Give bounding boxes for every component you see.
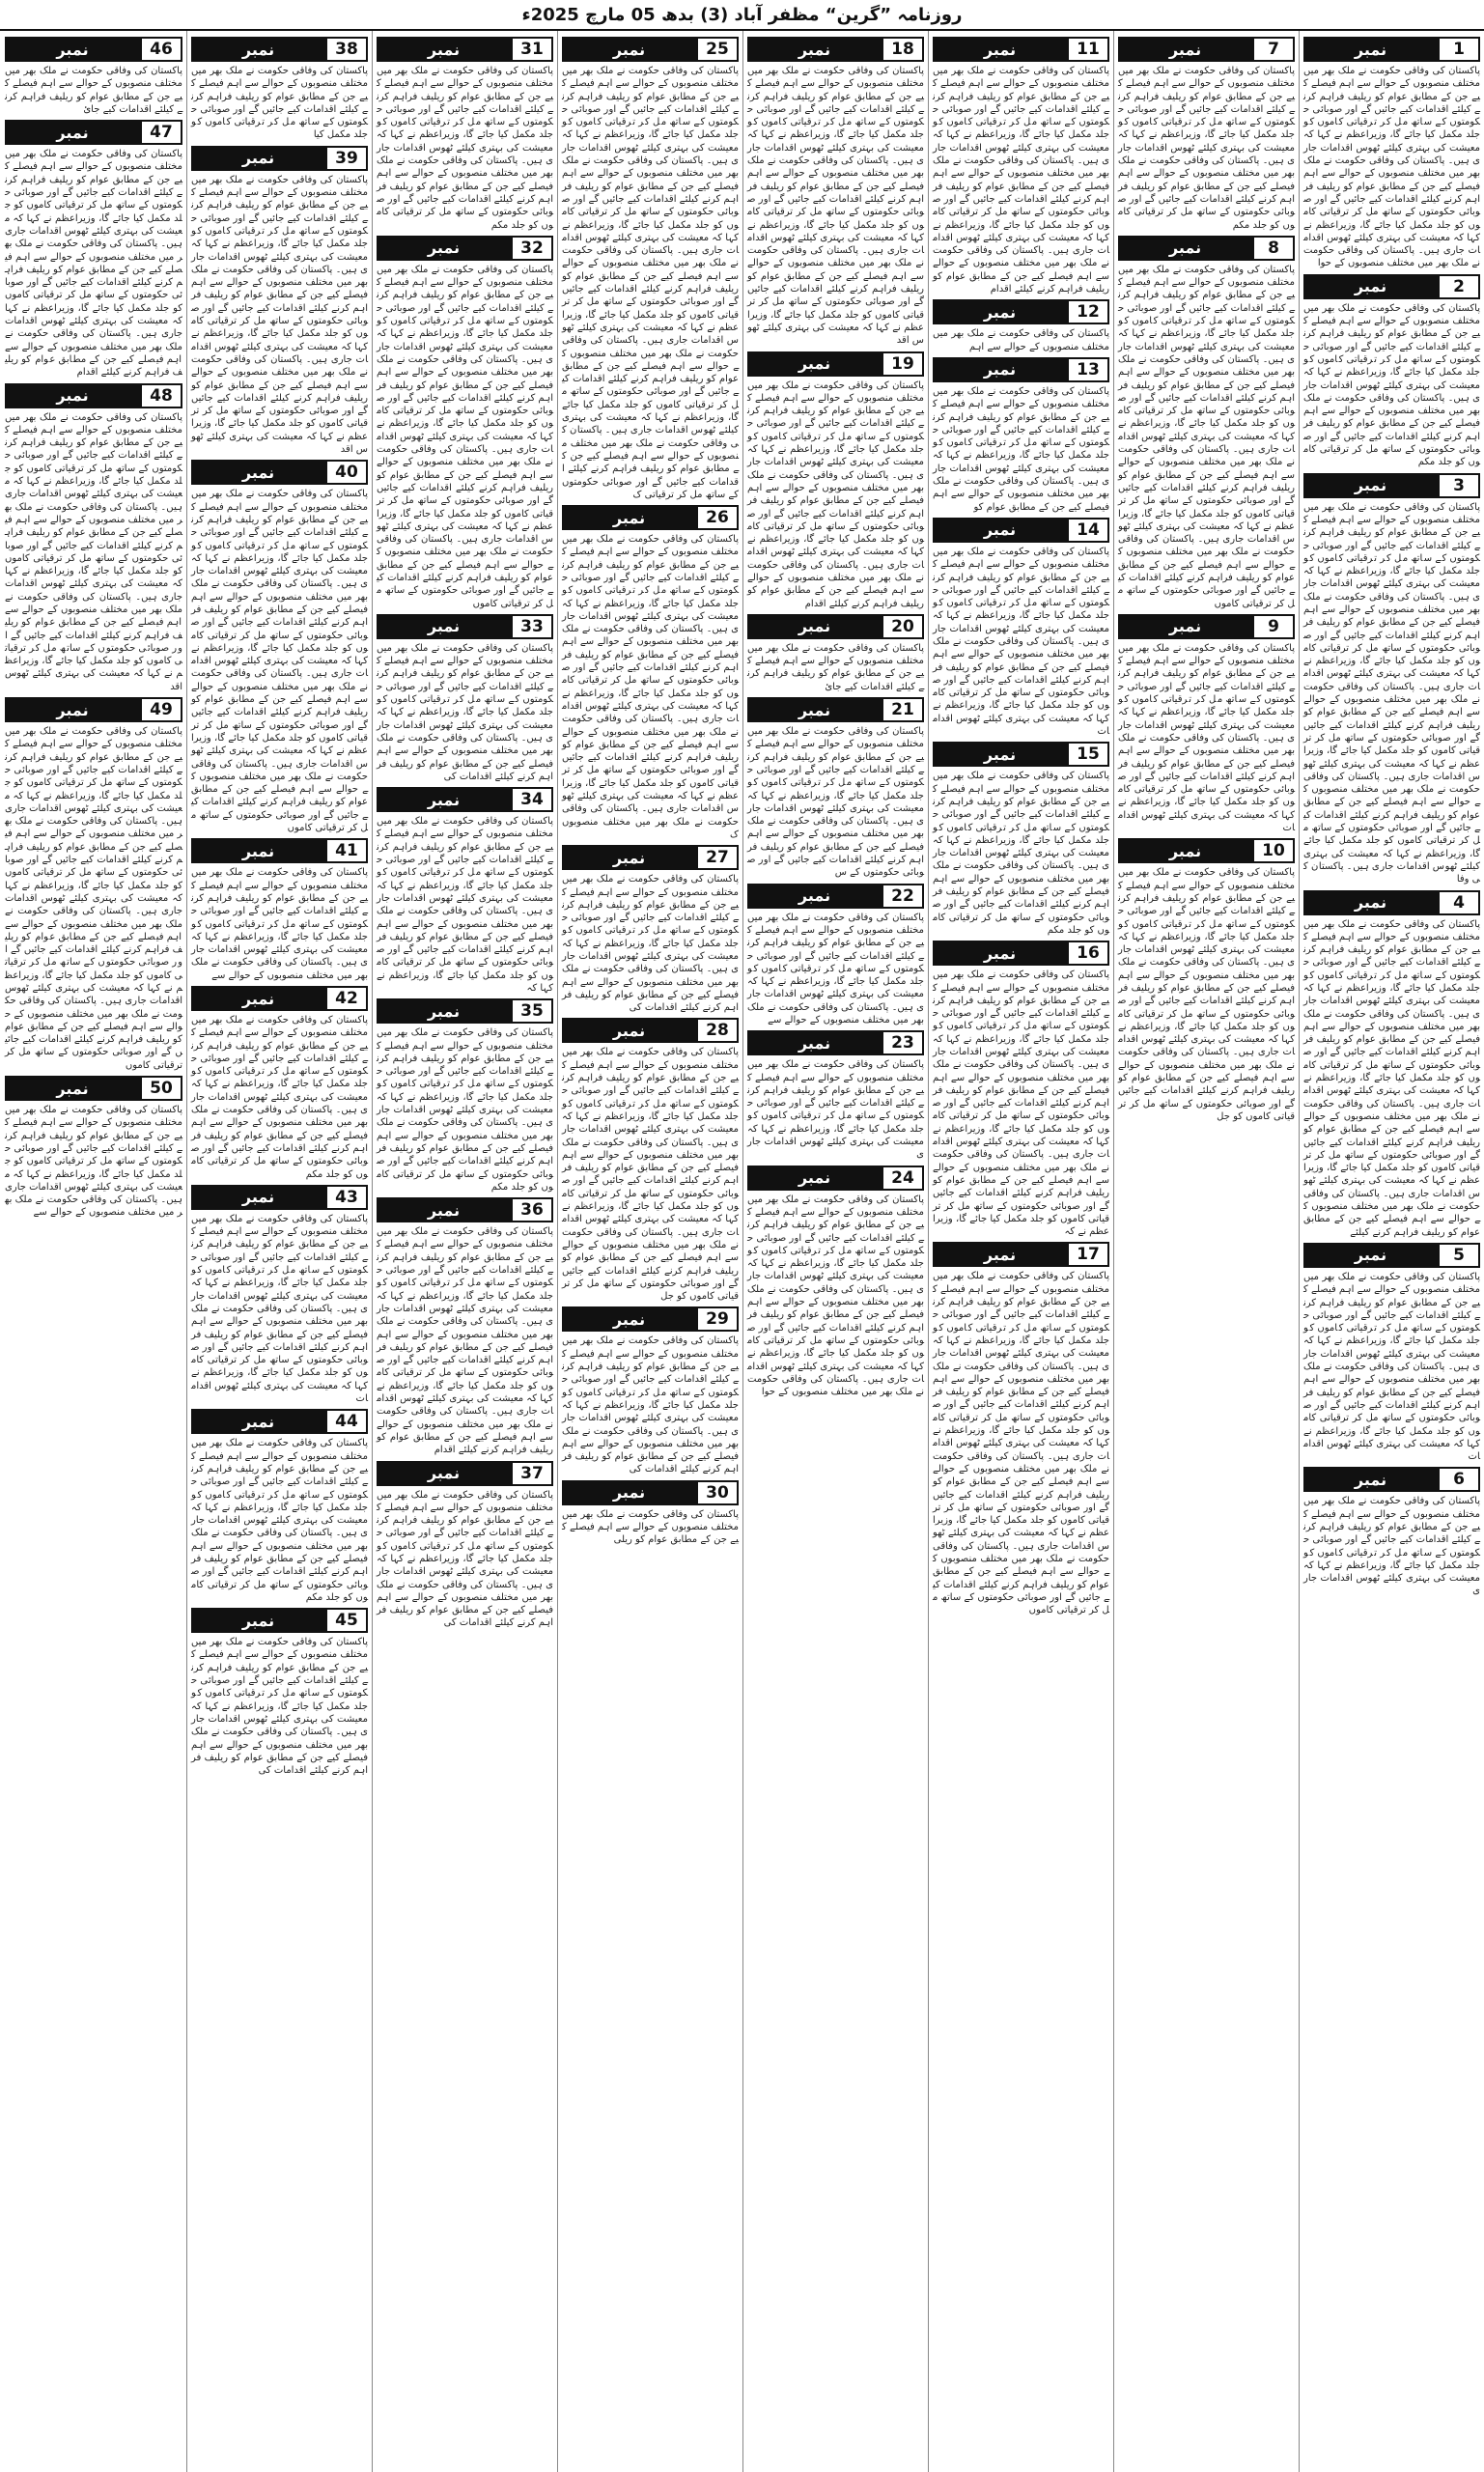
column-5 — [557, 31, 742, 2472]
notice-label: نمبر — [191, 460, 325, 485]
notice-2 — [1303, 274, 1480, 469]
notice-number: 29 — [696, 1306, 739, 1332]
notice-header — [1303, 1467, 1480, 1492]
notice-number: 4 — [1438, 890, 1480, 915]
notice-number: 45 — [325, 1608, 368, 1633]
notice-body: پاکستان کی وفاقی حکومت نے ملک بھر میں مختلف منصوبوں کے حوالے سے اہم فیصلے کیے جن کے مطابق عوام کو ریلیف فراہم کرنے کیلئے اقدامات کیے جائیں گے اور صوبائی حکومتوں کے ساتھ مل کر ترقیاتی کاموں کو جلد مکمل کیا جائے گا، وزیراعظم نے کہا کہ معیشت کی بہتری کیلئے ٹھوس اقدامات جاری ہیں۔ پاکستان کی وفاقی حکومت نے ملک بھر میں مختلف منصوبوں کے حوالے سے اہم فیصلے کیے جن کے مطابق عوام کو ریلیف فراہم کرنے کیلئے اقدامات کیے جائیں گے اور صوبائی حکومتوں کے س — [747, 726, 924, 879]
notice-label: نمبر — [933, 742, 1067, 767]
notice-header — [1303, 37, 1480, 62]
notice-body: پاکستان کی وفاقی حکومت نے ملک بھر میں مختلف منصوبوں کے حوالے سے اہم فیصلے کیے جن کے مطابق عوام کو ریلیف فراہم کرنے کیلئے اقدامات کیے جائیں گے اور صوبائی حکومتوں کے ساتھ مل کر ترقیاتی کاموں کو جلد مکمل کیا جائے گا، وزیراعظم نے کہا کہ معیشت کی بہتری کیلئے ٹھوس اقدامات جاری ہیں۔ پاکستان کی وفاقی حکومت نے ملک بھر میں مختلف منصوبوں کے حوالے سے اہم فیصلے کیے جن کے مطابق عوام کو ریلیف فراہم کرنے کیلئے اقدامات کیے جائیں گے اور صوبائی حکومتوں کے ساتھ مل کر ترقیاتی کاموں کو جلد مکمل کیا جائے گا، وزیراعظم نے کہا کہ — [377, 816, 553, 994]
notice-header — [191, 838, 368, 863]
notice-body: پاکستان کی وفاقی حکومت نے ملک بھر میں مختلف منصوبوں کے حوالے سے اہم فیصلے کیے جن کے مطابق عوام کو ریلیف فراہم کرنے کیلئے اقدامات کیے جائیں گے اور صوبائی حکومتوں کے ساتھ مل کر ترقیاتی کاموں کو جلد مکمل کیا جائے گا، وزیراعظم نے کہا کہ معیشت کی بہتری کیلئے ٹھوس اقدامات جاری ہیں۔ پاکستان کی وفاقی حکومت نے ملک بھر میں مختلف منصوبوں کے حوالے سے اہم فیصلے کیے جن کے مطابق عوام کو ریلیف فراہم کرنے کیلئے اقدامات کیے جائیں گے اور صوبائی حکومتوں کے ساتھ مل کر ترقیاتی کاموں کو جلد مکمل کیا جائے گا، وزیراعظم نے کہا کہ معیشت کی بہتری کیلئے ٹھوس اقدامات جاری ہیں۔ پاکستان کی وفاقی حکومت نے ملک بھر میں مختلف منصوبوں کے حوالے سے اہم فیصلے کیے جن کے مطابق عوام کو ریلیف فراہم کرنے کیلئے اقدامات کیے جائیں گے اور صوبائی حکومتوں کے ساتھ مل کر ترقیاتی کاموں کو جلد مکمل کیا جائے گا، وزیراعظم نے کہا کہ معیشت کی بہتری کیلئے ٹھوس اقد — [5, 411, 182, 692]
notice-number: 49 — [140, 697, 182, 722]
notice-number: 6 — [1438, 1467, 1480, 1492]
notice-16 — [933, 941, 1109, 1238]
notice-header — [5, 1076, 182, 1101]
notice-25 — [562, 37, 739, 501]
notice-header — [562, 845, 739, 870]
column-4 — [742, 31, 928, 2472]
notice-label: نمبر — [1118, 614, 1252, 639]
notice-45 — [191, 1608, 368, 1777]
notice-label: نمبر — [562, 1306, 696, 1332]
notice-label: نمبر — [191, 838, 325, 863]
notice-label: نمبر — [747, 614, 882, 639]
notice-49 — [5, 697, 182, 1072]
notice-label: نمبر — [1303, 274, 1438, 299]
notice-label: نمبر — [562, 505, 696, 530]
notice-number: 19 — [882, 351, 924, 377]
notice-header — [1118, 838, 1295, 863]
notice-number: 21 — [882, 697, 924, 722]
notice-label: نمبر — [191, 37, 325, 62]
notice-14 — [933, 518, 1109, 738]
notice-label: نمبر — [5, 697, 140, 722]
notice-number: 18 — [882, 37, 924, 62]
notice-label: نمبر — [747, 697, 882, 722]
notice-header — [5, 37, 182, 62]
notice-number: 17 — [1067, 1242, 1109, 1267]
notice-header — [1118, 236, 1295, 261]
notice-header — [933, 37, 1109, 62]
notice-label: نمبر — [747, 351, 882, 377]
notice-body: پاکستان کی وفاقی حکومت نے ملک بھر میں مختلف منصوبوں کے حوالے سے اہم فیصلے کیے جن کے مطابق عوام کو ریلیف فراہم کرنے کیلئے اقدامات کیے جائیں گے اور صوبائی حکومتوں کے ساتھ مل کر ترقیاتی کاموں کو جلد مکمل کیا جائے گا، وزیراعظم نے کہا کہ معیشت کی بہتری کیلئے ٹھوس اقدامات جاری ہیں۔ پاکستان کی وفاقی حکومت نے ملک بھر میں مختلف منصوبوں کے حوالے سے اہم فیصلے کیے جن کے مطابق عوام کو ریلیف فراہم کرنے کیلئے اقدامات کیے جائیں گے اور صوبائی حکومتوں کے ساتھ مل کر ترقیاتی کاموں کو جلد مکمل کیا جائے گا، وزیراعظم نے کہا کہ معیشت کی بہتری کیلئے ٹھوس اقدامات جاری ہیں۔ پاکستان کی وفاقی حکومت نے ملک بھر میں مختلف منصوبوں کے حوالے سے اہم فیصلے کیے جن کے مطابق عوام کو ریلیف فراہم کرنے کیلئے اقدامات کیے جائیں گے اور صوبائی حکومتوں کے ساتھ مل کر ترقیاتی کاموں کو جلد مکمل کیا جائے گا، وزیراعظم نے کہا کہ معیشت کی بہتری کیلئے ٹھوس اقدامات جاری ہیں۔ پاکستان کی وفاقی حکومت نے ملک بھر میں مختلف منصوبوں کے حوالے سے اہم فیصلے کیے جن کے مطابق عوام کو ریلیف فراہم کرنے کیلئے اقدامات کیے جائیں گے اور صوبائی حکومتوں کے ساتھ مل کر ترقیاتی کاموں کو جلد مکمل کیا جائے گا، وزیراعظم نے کہا کہ معیشت کی بہتری کیلئے ٹھوس اقدامات جاری ہیں۔ پاکستان کی وفاقی حکومت نے ملک بھر میں مختلف منصوبوں کے حوالے سے اہم فیصلے کیے جن کے مطابق عوام کو ریلیف فراہم کرنے کیلئے اقدامات کیے جائیں گے اور صوبائی حکومتوں کے ساتھ مل کر ترقیاتی ک — [562, 66, 739, 500]
notice-number: 32 — [511, 236, 553, 261]
notice-header — [5, 697, 182, 722]
notice-number: 37 — [511, 1461, 553, 1486]
notice-body: پاکستان کی وفاقی حکومت نے ملک بھر میں مختلف منصوبوں کے حوالے سے اہم فیصلے کیے جن کے مطابق عوام کو ریلیف فراہم کرنے کیلئے اقدامات کیے جائیں گے اور صوبائی حکومتوں کے ساتھ مل کر ترقیاتی کاموں کو جلد مکمل کیا جائے گا، وزیراعظم نے کہا کہ معیشت کی بہتری کیلئے ٹھوس اقدامات جاری ہیں۔ پاکستان کی وفاقی حکومت نے ملک بھر میں مختلف منصوبوں کے حوالے سے اہم فیصلے کیے جن کے مطابق عوام کو ریلیف فراہم کرنے کیلئے اقدامات کیے جائیں گے اور صوبائی حکومتوں کے ساتھ مل کر ترقیاتی کاموں کو جلد مکمل کیا جائے گا، وزیراعظم نے کہا کہ معیشت کی بہتری کیلئے ٹھوس اقدامات — [933, 546, 1109, 738]
notice-header — [562, 1480, 739, 1505]
notice-body: پاکستان کی وفاقی حکومت نے ملک بھر میں مختلف منصوبوں کے حوالے سے اہم فیصلے کیے جن کے مطابق عوام کو ریلیف فراہم کرنے کیلئے اقدامات کیے جائیں گے اور صوبائی حکومتوں کے ساتھ مل کر ترقیاتی کاموں کو جلد مکمل کیا جائے گا، وزیراعظم نے کہا کہ معیشت کی بہتری کیلئے ٹھوس اقدامات جاری ہیں۔ پاکستان کی وفاقی حکومت نے ملک بھر میں مختلف منصوبوں کے حوالے سے اہم فیصلے کیے جن کے مطابق عوام کو ریلیف فراہم کرنے کیلئے اقدامات کیے جائیں گے اور صوبائی حکومتوں کے ساتھ مل کر ترقیاتی کاموں کو جلد مکمل کیا جائے گا، وزیراعظم نے کہا کہ معیشت کی بہتری کیلئے ٹھوس اقدامات جاری ہیں۔ پاکستان کی وفاقی حکومت نے ملک بھر میں مختلف منصوبوں کے حوالے سے اہم فیصلے کیے جن کے مطابق عوام کو ریلیف فراہم کرنے کیلئے اقدامات کیے جائیں گے اور صوبائی حکومتوں کے ساتھ مل کر ترقیاتی کاموں کو جلد مکمل کیا جائے گا، وزیراعظم نے کہا کہ معیشت کی بہتری کیلئے ٹھوس اقدامات جاری ہیں۔ پاکستان کی وفاقی حکومت نے ملک بھر میں مختلف منصوبوں کے حوالے سے اہم فیصلے کیے جن کے مطابق عوام کو ریلیف فراہم کرنے کیلئے اقدامات کیے جائیں گے اور صوبائی حکومتوں کے ساتھ مل کر ترقیاتی کاموں — [933, 1271, 1109, 1616]
notice-body: پاکستان کی وفاقی حکومت نے ملک بھر میں مختلف منصوبوں کے حوالے سے اہم فیصلے کیے جن کے مطابق عوام کو ریلیف فراہم کرنے کیلئے اقدامات کیے جائیں گے اور صوبائی حکومتوں کے ساتھ مل کر ترقیاتی کاموں کو جلد مکمل کیا جائے گا، وزیراعظم نے کہا کہ معیشت کی بہتری کیلئے ٹھوس اقدامات جاری ہیں۔ پاکستان کی وفاقی حکومت نے ملک بھر میں مختلف منصوبوں کے حوالے سے اہم فیصلے کیے جن کے مطابق عوام کو ریلیف فراہم کرنے کیلئے اقدامات کیے جائیں گے اور صوبائی حکومتوں کے ساتھ مل کر ترقیاتی کاموں کو جلد مکمل کیا جائے گا، وزیراعظم نے کہا کہ معیشت کی بہتری کیلئے ٹھوس اقدامات جاری ہیں۔ پاکستان کی وفاقی حکومت نے ملک بھر میں مختلف منصوبوں کے حوالے سے اہم فیصلے کیے جن کے مطابق عوام کو ریلیف فراہم کرنے کیلئے اقدامات کیے جائیں گے اور صوبائی حکومتوں کے ساتھ مل کر ترقیاتی کاموں کو جلد مکمل کیا جائے گا، وزیراعظم نے کہا کہ معیشت کی بہتری کیلئے ٹھوس اقدامات جاری ہیں۔ پاکستان کی وفاقی حکومت نے ملک بھر میں مختلف منصوبوں کے حوالے سے اہم فیصلے کیے جن کے مطابق عوام کو ریلیف فراہم کرنے کیلئے اقدامات کیے جائیں گے اور صوبائی حکومتوں کے ساتھ مل کر ترقیاتی کاموں کو جلد مکمل کیا جائے گا، وزیراعظم نے کہا کہ معیشت کی بہتری کیلئے ٹھوس اقدامات جاری ہیں۔ پاکستان کی وفا — [1303, 501, 1480, 885]
notice-number: 36 — [511, 1197, 553, 1222]
notice-number: 10 — [1252, 838, 1295, 863]
notice-41 — [191, 838, 368, 982]
notice-body: پاکستان کی وفاقی حکومت نے ملک بھر میں مختلف منصوبوں کے حوالے سے اہم فیصلے کیے جن کے مطابق عوام کو ریلیف فراہم کرنے کیلئے اقدامات کیے جائیں گے اور صوبائی حکومتوں کے ساتھ مل کر ترقیاتی کاموں کو جلد مکمل کیا جائے گا، وزیراعظم نے کہا کہ معیشت کی بہتری کیلئے ٹھوس اقدامات جاری ہیں۔ پاکستان کی وفاقی حکومت نے ملک بھر میں مختلف منصوبوں کے حوالے سے — [191, 867, 368, 981]
notice-body: پاکستان کی وفاقی حکومت نے ملک بھر میں مختلف منصوبوں کے حوالے سے اہم فیصلے کیے جن کے مطابق عوام کو ریلیف فراہم کرنے کیلئے اقدامات کیے جائیں گے اور صوبائی حکومتوں کے ساتھ مل کر ترقیاتی کاموں کو جلد مکمل کیا جائے گا، وزیراعظم نے کہا کہ معیشت کی بہتری کیلئے ٹھوس اقدامات جاری ہیں۔ پاکستان کی وفاقی حکومت نے ملک بھر میں مختلف منصوبوں کے حوالے سے اہم فیصلے کیے جن کے مطابق عوام کو ریلیف فراہم کرنے کیلئے اقدامات کیے جائیں گے اور صوبائی حکومتوں کے ساتھ مل کر ترقیاتی کاموں کو جلد مکم — [377, 1027, 553, 1193]
notice-body: پاکستان کی وفاقی حکومت نے ملک بھر میں مختلف منصوبوں کے حوالے سے اہم فیصلے کیے جن کے مطابق عوام کو ریلیف فراہم کرنے کیلئے اقدامات کیے جائیں گے اور صوبائی حکومتوں کے ساتھ مل کر ترقیاتی کاموں کو جلد مکمل کیا جائے گا، وزیراعظم نے کہا کہ معیشت کی بہتری کیلئے ٹھوس اقدامات جاری ہیں۔ پاکستان کی وفاقی حکومت نے ملک بھر میں مختلف منصوبوں کے حوالے سے اہم فیصلے کیے جن کے مطابق عوام کو ریلیف فراہم کرنے کیلئے اقدامات کی — [191, 1637, 368, 1777]
notice-label: نمبر — [377, 787, 511, 812]
notice-12 — [933, 299, 1109, 353]
notice-body: پاکستان کی وفاقی حکومت نے ملک بھر میں مختلف منصوبوں کے حوالے سے اہم فیصلے کیے جن کے مطابق عوام کو ریلیف فراہم کرنے کیلئے اقدامات کیے جائیں گے اور صوبائی حکومتوں کے ساتھ مل کر ترقیاتی کاموں کو جلد مکمل کیا جائے گا، وزیراعظم نے کہا کہ معیشت کی بہتری کیلئے ٹھوس اقدامات جاری ہیں۔ پاکستان کی وفاقی حکومت نے ملک بھر میں مختلف منصوبوں کے حوالے سے اہم فیصلے کیے جن کے مطابق عوام کو ریلیف فراہم کرنے کیلئے اقدامات کیے جائیں گے اور صوبائی حکومتوں کے ساتھ مل کر ترقیاتی کاموں کو جلد مکمل کیا جائے گا، وزیراعظم نے کہا کہ معیشت کی بہتری کیلئے ٹھوس اقدامات جاری ہیں۔ پاکستان کی وفاقی حکومت نے ملک بھر میں مختلف منصوبوں کے حوالے سے اہم فیصلے کیے جن کے مطابق عوام کو ریلیف فراہم کرنے کیلئے اقدامات کیے جائیں گے اور صوبائی حکومتوں کے ساتھ مل کر ترقیاتی کاموں کو جلد مکمل کیا جائے گا، وزیراعظم نے کہ — [933, 969, 1109, 1238]
notice-number: 14 — [1067, 518, 1109, 543]
notice-number: 41 — [325, 838, 368, 863]
notice-number: 47 — [140, 120, 182, 145]
notice-header — [933, 742, 1109, 767]
notice-number: 8 — [1252, 236, 1295, 261]
notice-number: 42 — [325, 986, 368, 1011]
notice-label: نمبر — [377, 37, 511, 62]
notice-body: پاکستان کی وفاقی حکومت نے ملک بھر میں مختلف منصوبوں کے حوالے سے اہم فیصلے کیے جن کے مطابق عوام کو ریلیف فراہم کرنے کیلئے اقدامات کیے جائیں گے اور صوبائی حکومتوں کے ساتھ مل کر ترقیاتی کاموں کو جلد مکمل کیا جائے گا، وزیراعظم نے کہا کہ معیشت کی بہتری کیلئے ٹھوس اقدامات جاری ہیں۔ پاکستان کی وفاقی حکومت نے ملک بھر میں مختلف منصوبوں کے حوالے سے اہم فیصلے کیے جن کے مطابق عوام کو ریلیف فراہم کرنے کیلئے اقدامات کیے جائیں گے اور صوبائی حکومتوں کے ساتھ مل کر ترقیاتی کاموں کو جلد مکمل کیا جائے گا، وزیراعظم نے کہا کہ معیشت کی بہتری کیلئے ٹھوس اقدامات جاری ہیں۔ پاکستان کی وفاقی حکومت نے ملک بھر میں مختلف منصوبوں کے حوالے سے اہم فیصلے کیے جن کے مطابق عوام کو ریلیف فراہم کرنے کیلئے اقدام — [933, 66, 1109, 295]
notice-number: 16 — [1067, 941, 1109, 966]
notice-26 — [562, 505, 739, 841]
notice-label: نمبر — [933, 518, 1067, 543]
notice-42 — [191, 986, 368, 1181]
notice-15 — [933, 742, 1109, 937]
notice-header — [191, 146, 368, 171]
notice-number: 24 — [882, 1166, 924, 1191]
page-masthead: روزنامہ ”گرین“ مظفر آباد (3) بدھ 05 مارچ 2025ء — [0, 0, 1484, 31]
notice-number: 11 — [1067, 37, 1109, 62]
notice-label: نمبر — [1303, 1467, 1438, 1492]
notice-header — [747, 884, 924, 909]
notice-number: 12 — [1067, 299, 1109, 324]
notice-header — [377, 236, 553, 261]
notice-body: پاکستان کی وفاقی حکومت نے ملک بھر میں مختلف منصوبوں کے حوالے سے اہم فیصلے کیے جن کے مطابق عوام کو ریلیف فراہم کرنے کیلئے اقدامات کیے جائیں گے اور صوبائی حکومتوں کے ساتھ مل کر ترقیاتی کاموں کو جلد مکمل کیا جائے گا، وزیراعظم نے کہا کہ معیشت کی بہتری کیلئے ٹھوس اقدامات جاری ہیں۔ پاکستان کی وفاقی حکومت نے ملک بھر میں مختلف منصوبوں کے حوالے سے اہم فیصلے کیے جن کے مطابق عوام کو ریلیف فراہم کرنے کیلئے اقدامات کی — [562, 1335, 739, 1475]
notice-label: نمبر — [1303, 890, 1438, 915]
notice-label: نمبر — [191, 146, 325, 171]
notice-27 — [562, 845, 739, 1014]
notice-number: 50 — [140, 1076, 182, 1101]
notice-17 — [933, 1242, 1109, 1616]
notice-label: نمبر — [191, 1608, 325, 1633]
notice-5 — [1303, 1243, 1480, 1463]
notice-6 — [1303, 1467, 1480, 1597]
notice-number: 35 — [511, 998, 553, 1024]
notice-header — [191, 460, 368, 485]
notice-23 — [747, 1030, 924, 1161]
notice-body: پاکستان کی وفاقی حکومت نے ملک بھر میں مختلف منصوبوں کے حوالے سے اہم فیصلے کیے جن کے مطابق عوام کو ریلیف فراہم کرنے کیلئے اقدامات کیے جائیں گے اور صوبائی حکومتوں کے ساتھ مل کر ترقیاتی کاموں کو جلد مکمل کیا جائے گا، وزیراعظم نے کہا کہ معیشت کی بہتری کیلئے ٹھوس اقدامات جاری ہیں۔ پاکستان کی وفاقی حکومت نے ملک بھر میں مختلف منصوبوں کے حوالے سے اہم فیصلے کیے جن کے مطابق عوام کو ریلیف فراہم کرنے کیلئے اقدامات کیے جائیں گے اور صوبائی حکومتوں کے ساتھ مل کر ترقیاتی کاموں کو جلد مکمل کیا جائے گا، وزیراعظم نے کہا کہ معیشت کی بہتری کیلئے ٹھوس اقدامات جاری ہیں۔ پاکستان کی وفاقی حکومت نے ملک بھر میں مختلف منصوبوں کے حوالے سے اہم فیصلے کیے جن کے مطابق عوام کو ریلیف فراہم کرنے کیلئے اقدامات کیے جائیں گے اور صوبائی حکومتوں کے ساتھ مل کر ترقیاتی کاموں کو جلد مکمل کیا جائے گا، وزیراعظم نے کہا کہ معیشت کی بہتری کیلئے ٹھوس اقدامات جاری ہیں۔ پاکستان کی وفاقی حکومت نے ملک بھر میں مختلف منصوبوں کے حوالے سے اہم فیصلے کیے جن کے مطابق عوام کو ریلیف فراہم کرنے کیلئے اقدامات کیے جائیں گے اور صوبائی حکومتوں کے ساتھ مل کر ترقیاتی کاموں — [191, 489, 368, 834]
notice-28 — [562, 1018, 739, 1303]
notice-label: نمبر — [933, 1242, 1067, 1267]
notice-body: پاکستان کی وفاقی حکومت نے ملک بھر میں مختلف منصوبوں کے حوالے سے اہم فیصلے کیے جن کے مطابق عوام کو ریلیف فراہم کرنے کیلئے اقدامات کیے جائیں گے اور صوبائی حکومتوں کے ساتھ مل کر ترقیاتی کاموں کو جلد مکمل کیا جائے گا، وزیراعظم نے کہا کہ معیشت کی بہتری کیلئے ٹھوس اقدامات جاری ہیں۔ پاکستان کی وفاقی حکومت نے ملک بھر میں مختلف منصوبوں کے حوالے سے اہم فیصلے کیے جن کے مطابق عوام کو ریلیف فراہم کرنے کیلئے اقدامات کیے جائیں گے اور صوبائی حکومتوں کے ساتھ مل کر ترقیاتی کاموں کو جلد مکمل کیا جائے گا، وزیراعظم نے کہا کہ معیشت کی بہتری کیلئے ٹھوس اقدامات جاری ہیں۔ پاکستان کی وفاقی حکومت نے ملک بھر میں مختلف منصوبوں کے حوالے سے اہم فیصلے کیے جن کے مطابق عوام کو ریلیف فراہم کرنے کیلئے اقدام — [5, 149, 182, 379]
column-6 — [372, 31, 557, 2472]
notice-8 — [1118, 236, 1295, 610]
notice-38 — [191, 37, 368, 142]
notice-header — [191, 1185, 368, 1210]
notice-number: 33 — [511, 614, 553, 639]
notice-header — [933, 941, 1109, 966]
notice-number: 43 — [325, 1185, 368, 1210]
notice-35 — [377, 998, 553, 1194]
notice-label: نمبر — [1303, 473, 1438, 498]
notice-34 — [377, 787, 553, 995]
notice-label: نمبر — [1118, 37, 1252, 62]
notice-body: پاکستان کی وفاقی حکومت نے ملک بھر میں مختلف منصوبوں کے حوالے سے اہم فیصلے کیے جن کے مطابق عوام کو ریلیف فراہم کرنے کیلئے اقدامات کیے جائ — [5, 66, 182, 115]
notice-label: نمبر — [562, 1018, 696, 1043]
notice-number: 23 — [882, 1030, 924, 1055]
notice-number: 2 — [1438, 274, 1480, 299]
notice-body: پاکستان کی وفاقی حکومت نے ملک بھر میں مختلف منصوبوں کے حوالے سے اہم فیصلے کیے جن کے مطابق عوام کو ریلیف فراہم کرنے کیلئے اقدامات کیے جائیں گے اور صوبائی حکومتوں کے ساتھ مل کر ترقیاتی کاموں کو جلد مکمل کیا جائے گا، وزیراعظم نے کہا کہ معیشت کی بہتری کیلئے ٹھوس اقدامات جاری ہیں۔ پاکستان کی وفاقی حکومت نے ملک بھر میں مختلف منصوبوں کے حوالے سے اہم فیصلے کیے جن کے مطابق عوام کو ریلیف فراہم کرنے کیلئے اقدامات کیے جائیں گے اور صوبائی حکومتوں کے ساتھ مل کر ترقیاتی کاموں کو جلد مکمل کیا جائے گا، وزیراعظم نے کہا کہ معیشت کی بہتری کیلئے ٹھوس اقدامات جاری ہیں۔ پاکستان کی وفاقی حکومت نے ملک بھر میں مختلف منصوبوں کے حوالے سے اہم فیصلے کیے جن کے مطابق عوام کو ریلیف فراہم کرنے کیلئے اقدامات کیے جائیں گے اور صوبائی حکومتوں کے ساتھ مل کر ترقیاتی کاموں کو جلد مکمل کیا جائے گا، وزیراعظم نے کہا کہ معیشت کی بہتری کیلئے ٹھوس اقدامات جاری ہیں۔ پاکستان کی وفاقی حکومت نے ملک بھر میں مختلف منصوبوں کے حوالے سے اہم فیصلے کیے جن کے مطابق عوام کو ریلیف فراہم کرنے کیلئے — [1303, 918, 1480, 1238]
notice-label: نمبر — [5, 383, 140, 408]
notice-number: 44 — [325, 1409, 368, 1434]
notice-32 — [377, 236, 553, 610]
notice-13 — [933, 357, 1109, 514]
notice-44 — [191, 1409, 368, 1604]
notice-label: نمبر — [747, 37, 882, 62]
notice-label: نمبر — [747, 1030, 882, 1055]
notice-body: پاکستان کی وفاقی حکومت نے ملک بھر میں مختلف منصوبوں کے حوالے سے اہم فیصلے کیے جن کے مطابق عوام کو ریلیف فراہم کرنے کیلئے اقدامات کیے جائیں گے اور صوبائی حکومتوں کے ساتھ مل کر ترقیاتی کاموں کو جلد مکمل کیا جائے گا، وزیراعظم نے کہا کہ معیشت کی بہتری کیلئے ٹھوس اقدامات جاری ہیں۔ پاکستان کی وفاقی حکومت نے ملک بھر میں مختلف منصوبوں کے حوالے سے اہم فیصلے کیے جن کے مطابق عوام کو ریلیف فراہم کرنے کیلئے اقدامات کی — [377, 1489, 553, 1629]
notice-label: نمبر — [747, 884, 882, 909]
notice-47 — [5, 120, 182, 379]
notice-label: نمبر — [933, 357, 1067, 382]
notice-39 — [191, 146, 368, 457]
notice-body: پاکستان کی وفاقی حکومت نے ملک بھر میں مختلف منصوبوں کے حوالے سے اہم فیصلے کیے جن کے مطابق عوام کو ریلیف فراہم کرنے کیلئے اقدامات کیے جائیں گے اور صوبائی حکومتوں کے ساتھ مل کر ترقیاتی کاموں کو جلد مکمل کیا جائے گا، وزیراعظم نے کہا کہ معیشت کی بہتری کیلئے ٹھوس اقدامات جاری ہیں۔ پاکستان کی وفاقی حکومت نے ملک بھر میں مختلف منصوبوں کے حوالے سے اہم فیصلے کیے جن کے مطابق عوام کو ریلیف فراہم کرنے کیلئے اقدامات کیے جائیں گے اور صوبائی حکومتوں کے ساتھ مل کر ترقیاتی کاموں کو جلد مکم — [933, 771, 1109, 936]
notice-body: پاکستان کی وفاقی حکومت نے ملک بھر میں مختلف منصوبوں کے حوالے سے اہم فیصلے کیے جن کے مطابق عوام کو ریلیف فراہم کرنے کیلئے اقدامات کیے جائیں گے اور صوبائی حکومتوں کے ساتھ مل کر ترقیاتی کاموں کو جلد مکمل کیا جائے گا، وزیراعظم نے کہا کہ معیشت کی بہتری کیلئے ٹھوس اقدامات جاری ہیں۔ پاکستان کی وفاقی حکومت نے ملک بھر میں مختلف منصوبوں کے حوالے سے — [747, 912, 924, 1025]
notice-body: پاکستان کی وفاقی حکومت نے ملک بھر میں مختلف منصوبوں کے حوالے سے اہم فیصلے کیے جن کے مطابق عوام کو ریلیف فراہم کرنے کیلئے اقدامات کیے جائیں گے اور صوبائی حکومتوں کے ساتھ مل کر ترقیاتی کاموں کو جلد مکمل کیا جائے گا، وزیراعظم نے کہا کہ معیشت کی بہتری کیلئے ٹھوس اقدامات جاری — [1303, 1496, 1480, 1597]
notice-label: نمبر — [5, 120, 140, 145]
notice-number: 39 — [325, 146, 368, 171]
notice-label: نمبر — [191, 986, 325, 1011]
notice-header — [377, 1197, 553, 1222]
notice-48 — [5, 383, 182, 694]
notice-number: 15 — [1067, 742, 1109, 767]
notice-body: پاکستان کی وفاقی حکومت نے ملک بھر میں مختلف منصوبوں کے حوالے سے اہم فیصلے کیے جن کے مطابق عوام کو ریلیف فراہم کرنے کیلئے اقدامات کیے جائیں گے اور صوبائی حکومتوں کے ساتھ مل کر ترقیاتی کاموں کو جلد مکمل کیا جائے گا، وزیراعظم نے کہا کہ معیشت کی بہتری کیلئے ٹھوس اقدامات جاری ہیں۔ پاکستان کی وفاقی حکومت نے ملک بھر میں مختلف منصوبوں کے حوالے سے اہم فیصلے کیے جن کے مطابق عوام کو ریلیف فراہم کرنے کیلئے اقدامات کیے جائیں گے اور صوبائی حکومتوں کے ساتھ مل کر ترقیاتی کاموں کو جلد مکمل کیا جائے گا، وزیراعظم نے کہا کہ معیشت کی بہتری کیلئے ٹھوس اقدامات جاری ہیں۔ پاکستان کی وفاقی حکومت نے ملک بھر میں مختلف منصوبوں کے حوالے سے اہم فیصلے کیے جن کے مطابق عوام کو ریلیف فراہم کرنے کیلئے اقدامات کیے جائیں گے اور صوبائی حکومتوں کے ساتھ مل کر ترقیاتی کاموں کو جلد مکمل کیا جائے گا، وزیراعظم نے کہا کہ معیشت کی بہتری کیلئے ٹھوس اقد — [747, 66, 924, 347]
notice-number: 26 — [696, 505, 739, 530]
notice-body: پاکستان کی وفاقی حکومت نے ملک بھر میں مختلف منصوبوں کے حوالے سے اہم فیصلے کیے جن کے مطابق عوام کو ریلیف فراہم کرنے کیلئے اقدامات کیے جائیں گے اور صوبائی حکومتوں کے ساتھ مل کر ترقیاتی کاموں کو جلد مکمل کیا جائے گا، وزیراعظم نے کہا کہ معیشت کی بہتری کیلئے ٹھوس اقدامات جاری ہیں۔ پاکستان کی وفاقی حکومت نے ملک بھر میں مختلف منصوبوں کے حوالے سے اہم فیصلے کیے جن کے مطابق عوام کو ریلیف فراہم کرنے کیلئے اقدامات کی — [562, 874, 739, 1014]
notice-header — [562, 1306, 739, 1332]
column-1 — [1299, 31, 1484, 2472]
column-2 — [1113, 31, 1299, 2472]
notice-1 — [1303, 37, 1480, 270]
notice-43 — [191, 1185, 368, 1405]
notice-label: نمبر — [1303, 37, 1438, 62]
notice-label: نمبر — [747, 1166, 882, 1191]
notice-label: نمبر — [191, 1185, 325, 1210]
notice-header — [747, 351, 924, 377]
notice-label: نمبر — [377, 1461, 511, 1486]
notice-29 — [562, 1306, 739, 1475]
notice-label: نمبر — [191, 1409, 325, 1434]
notice-3 — [1303, 473, 1480, 886]
notice-4 — [1303, 890, 1480, 1239]
notice-header — [933, 1242, 1109, 1267]
notice-number: 31 — [511, 37, 553, 62]
notice-9 — [1118, 614, 1295, 834]
notice-31 — [377, 37, 553, 232]
notice-label: نمبر — [377, 1197, 511, 1222]
notice-label: نمبر — [933, 941, 1067, 966]
notice-label: نمبر — [5, 1076, 140, 1101]
notice-header — [377, 37, 553, 62]
notice-body: پاکستان کی وفاقی حکومت نے ملک بھر میں مختلف منصوبوں کے حوالے سے اہم فیصلے کیے جن کے مطابق عوام کو ریلیف فراہم کرنے کیلئے اقدامات کیے جائیں گے اور صوبائی حکومتوں کے ساتھ مل کر ترقیاتی کاموں کو جلد مکمل کیا جائے گا، وزیراعظم نے کہا کہ معیشت کی بہتری کیلئے ٹھوس اقدامات جاری ہیں۔ پاکستان کی وفاقی حکومت نے ملک بھر میں مختلف منصوبوں کے حوالے سے اہم فیصلے کیے جن کے مطابق عوام کو — [933, 385, 1109, 513]
notice-header — [1118, 614, 1295, 639]
notice-18 — [747, 37, 924, 348]
notice-header — [1303, 473, 1480, 498]
notice-37 — [377, 1461, 553, 1630]
notice-body: پاکستان کی وفاقی حکومت نے ملک بھر میں مختلف منصوبوں کے حوالے سے اہم فیصلے کیے جن کے مطابق عوام کو ریلیف فراہم کرنے کیلئے اقدامات کیے جائیں گے اور صوبائی حکومتوں کے ساتھ مل کر ترقیاتی کاموں کو جلد مکمل کیا جائے گا، وزیراعظم نے کہا کہ معیشت کی بہتری کیلئے ٹھوس اقدامات جاری ہیں۔ پاکستان کی وفاقی حکومت نے ملک بھر میں مختلف منصوبوں کے حوالے سے اہم فیصلے کیے جن کے مطابق عوام کو ریلیف فراہم کرنے کیلئے اقدامات کیے جائیں گے اور صوبائی حکومتوں کے ساتھ مل کر ترقیاتی کاموں کو جلد مکم — [191, 1015, 368, 1180]
notice-body: پاکستان کی وفاقی حکومت نے ملک بھر میں مختلف منصوبوں کے حوالے سے اہم فیصلے کیے جن کے مطابق عوام کو ریلیف فراہم کرنے کیلئے اقدامات کیے جائیں گے اور صوبائی حکومتوں کے ساتھ مل کر ترقیاتی کاموں کو جلد مکمل کیا جائے گا، وزیراعظم نے کہا کہ معیشت کی بہتری کیلئے ٹھوس اقدامات جاری ہیں۔ پاکستان کی وفاقی حکومت نے ملک بھر میں مختلف منصوبوں کے حوالے سے اہم فیصلے کیے جن کے مطابق عوام کو ریلیف فراہم کرنے کیلئے اقدامات کیے جائیں گے اور صوبائی حکومتوں کے ساتھ مل کر ترقیاتی کاموں کو جلد مکم — [1303, 302, 1480, 468]
notice-body: پاکستان کی وفاقی حکومت نے ملک بھر میں مختلف منصوبوں کے حوالے سے اہم — [933, 328, 1109, 352]
notice-header — [747, 37, 924, 62]
notice-50 — [5, 1076, 182, 1220]
notice-body: پاکستان کی وفاقی حکومت نے ملک بھر میں مختلف منصوبوں کے حوالے سے اہم فیصلے کیے جن کے مطابق عوام کو ریلیف فراہم کرنے کیلئے اقدامات کیے جائیں گے اور صوبائی حکومتوں کے ساتھ مل کر ترقیاتی کاموں کو جلد مکمل کیا جائے گا، وزیراعظم نے کہا کہ معیشت کی بہتری کیلئے ٹھوس اقدامات جاری ہیں۔ پاکستان کی وفاقی حکومت نے ملک بھر میں مختلف منصوبوں کے حوالے سے اہم فیصلے کیے جن کے مطابق عوام کو ریلیف فراہم کرنے کیلئے اقدامات کیے جائیں گے اور صوبائی حکومتوں کے ساتھ مل کر ترقیاتی کاموں کو جلد مکمل کیا جائے گا، وزیراعظم نے کہا کہ معیشت کی بہتری کیلئے ٹھوس اقدامات جاری ہیں۔ پاکستان کی وفاقی حکومت نے ملک بھر میں مختلف منصوبوں کے حوالے سے اہم فیصلے کیے جن کے مطابق عوام کو ریلیف فراہم کرنے کیلئے اقدامات کیے جائیں گے اور صوبائی حکومتوں کے ساتھ مل کر ترقیاتی کاموں کو جل — [562, 1047, 739, 1303]
notice-label: نمبر — [933, 37, 1067, 62]
notice-header — [562, 505, 739, 530]
notice-body: پاکستان کی وفاقی حکومت نے ملک بھر میں مختلف منصوبوں کے حوالے سے اہم فیصلے کیے جن کے مطابق عوام کو ریلیف فراہم کرنے کیلئے اقدامات کیے جائیں گے اور صوبائی حکومتوں کے ساتھ مل کر ترقیاتی کاموں کو جلد مکمل کیا جائے گا، وزیراعظم نے کہا کہ معیشت کی بہتری کیلئے ٹھوس اقدامات جاری ہیں۔ پاکستان کی وفاقی حکومت نے ملک بھر میں مختلف منصوبوں کے حوالے سے اہم فیصلے کیے جن کے مطابق عوام کو ریلیف فراہم کرنے کیلئے اقدامات کیے جائیں گے اور صوبائی حکومتوں کے ساتھ مل کر ترقیاتی کاموں کو جلد مکم — [377, 66, 553, 231]
notice-label: نمبر — [562, 845, 696, 870]
notice-20 — [747, 614, 924, 693]
notice-body: پاکستان کی وفاقی حکومت نے ملک بھر میں مختلف منصوبوں کے حوالے سے اہم فیصلے کیے جن کے مطابق عوام کو ریلیف فراہم کرنے کیلئے اقدامات کیے جائیں گے اور صوبائی حکومتوں کے ساتھ مل کر ترقیاتی کاموں کو جلد مکمل کیا جائے گا، وزیراعظم نے کہا کہ معیشت کی بہتری کیلئے ٹھوس اقدامات جاری — [747, 1059, 924, 1161]
notice-header — [191, 986, 368, 1011]
column-7 — [186, 31, 372, 2472]
notice-header — [377, 998, 553, 1024]
notice-10 — [1118, 838, 1295, 1123]
notice-number: 38 — [325, 37, 368, 62]
notice-header — [562, 37, 739, 62]
notice-header — [747, 614, 924, 639]
notice-number: 27 — [696, 845, 739, 870]
notice-body: پاکستان کی وفاقی حکومت نے ملک بھر میں مختلف منصوبوں کے حوالے سے اہم فیصلے کیے جن کے مطابق عوام کو ریلیف فراہم کرنے کیلئے اقدامات کیے جائیں گے اور صوبائی حکومتوں کے ساتھ مل کر ترقیاتی کاموں کو جلد مکمل کیا جائے گا، وزیراعظم نے کہا کہ معیشت کی بہتری کیلئے ٹھوس اقدامات جاری ہیں۔ پاکستان کی وفاقی حکومت نے ملک بھر میں مختلف منصوبوں کے حوالے سے اہم فیصلے کیے جن کے مطابق عوام کو ریلیف فراہم کرنے کیلئے اقدامات کیے جائیں گے اور صوبائی حکومتوں کے ساتھ مل کر ترقیاتی کاموں کو جلد مکمل کیا جائے گا، وزیراعظم نے کہا کہ معیشت کی بہتری کیلئے ٹھوس اقدامات جاری ہیں۔ پاکستان کی وفاقی حکومت نے ملک بھر میں مختلف منصوبوں کے حوالے سے اہم فیصلے کیے جن کے مطابق عوام کو ریلیف فراہم کرنے کیلئے اقدامات کیے جائیں گے اور صوبائی حکومتوں کے ساتھ مل کر ترقیاتی کاموں کو جلد مکمل کیا جائے گا، وزیراعظم نے کہا کہ معیشت کی بہتری کیلئے ٹھوس اقد — [191, 174, 368, 456]
notice-body: پاکستان کی وفاقی حکومت نے ملک بھر میں مختلف منصوبوں کے حوالے سے اہم فیصلے کیے جن کے مطابق عوام کو ریلیف فراہم کرنے کیلئے اقدامات کیے جائیں گے اور صوبائی حکومتوں کے ساتھ مل کر ترقیاتی کاموں کو جلد مکمل کیا جائے گا، وزیراعظم نے کہا کہ معیشت کی بہتری کیلئے ٹھوس اقدامات جاری ہیں۔ پاکستان کی وفاقی حکومت نے ملک بھر میں مختلف منصوبوں کے حوالے سے اہم فیصلے کیے جن کے مطابق عوام کو ریلیف فراہم کرنے کیلئے اقدامات کیے جائیں گے اور صوبائی حکومتوں کے ساتھ مل کر ترقیاتی کاموں کو جلد مکمل کیا جائے گا، وزیراعظم نے کہا کہ معیشت کی بہتری کیلئے ٹھوس اقدامات جاری ہیں۔ پاکستان کی وفاقی حکومت نے ملک بھر میں مختلف منصوبوں کے حوالے سے اہم فیصلے کیے جن کے مطابق عوام کو ریلیف فراہم کرنے کیلئے اقدامات کیے جائیں گے اور صوبائی حکومتوں کے ساتھ مل کر ترقیاتی کاموں کو جلد مکمل کیا جائے گا، وزیراعظم نے کہا کہ معیشت کی بہتری کیلئے ٹھوس اقدامات جاری ہیں۔ پاکستان کی وفاقی حکومت نے ملک بھر میں مختلف منصوبوں کے حوالے سے اہم فیصلے کیے جن کے مطابق عوام کو ریلیف فراہم کرنے کیلئے اقدامات کیے جائیں گے اور صوبائی حکومتوں کے ساتھ مل کر ترقیاتی کاموں — [5, 726, 182, 1071]
notice-7 — [1118, 37, 1295, 232]
notice-30 — [562, 1480, 739, 1547]
notice-header — [5, 120, 182, 145]
notice-number: 30 — [696, 1480, 739, 1505]
notice-body: پاکستان کی وفاقی حکومت نے ملک بھر میں مختلف منصوبوں کے حوالے سے اہم فیصلے کیے جن کے مطابق عوام کو ریلیف فراہم کرنے کیلئے اقدامات کیے جائیں گے اور صوبائی حکومتوں کے ساتھ مل کر ترقیاتی کاموں کو جلد مکمل کیا جائے گا، وزیراعظم نے کہا کہ معیشت کی بہتری کیلئے ٹھوس اقدامات جاری ہیں۔ پاکستان کی وفاقی حکومت نے ملک بھر میں مختلف منصوبوں کے حوالے سے اہم فیصلے کیے جن کے مطابق عوام کو ریلیف فراہم کرنے کیلئے اقدامات کیے جائیں گے اور صوبائی حکومتوں کے ساتھ مل کر ترقیاتی کاموں کو جلد مکمل کیا جائے گا، وزیراعظم نے کہا کہ معیشت کی بہتری کیلئے ٹھوس اقدامات جاری ہیں۔ پاکستان کی وفاقی حکومت نے ملک بھر میں مختلف منصوبوں کے حوالے سے اہم فیصلے کیے جن کے مطابق عوام کو ریلیف فراہم کرنے کیلئے اقدامات کیے جائیں گے اور صوبائی حکومتوں کے ساتھ مل کر ترقیاتی کاموں کو جلد مکمل کیا جائے گا، وزیراعظم نے کہا کہ معیشت کی بہتری کیلئے ٹھوس اقدامات جاری ہیں۔ پاکستان کی وفاقی حکومت نے ملک بھر میں مختلف منصوبوں کے حوالے سے اہم فیصلے کیے جن کے مطابق عوام کو ریلیف فراہم کرنے کیلئے اقدامات کیے جائیں گے اور صوبائی حکومتوں کے ساتھ مل کر ترقیاتی کاموں — [377, 264, 553, 609]
notice-11 — [933, 37, 1109, 295]
notice-24 — [747, 1166, 924, 1399]
notice-body: پاکستان کی وفاقی حکومت نے ملک بھر میں مختلف منصوبوں کے حوالے سے اہم فیصلے کیے جن کے مطابق عوام کو ریلیف فراہم کرنے کیلئے اقدامات کیے جائیں گے اور صوبائی حکومتوں کے ساتھ مل کر ترقیاتی کاموں کو جلد مکمل کیا جائے گا، وزیراعظم نے کہا کہ معیشت کی بہتری کیلئے ٹھوس اقدامات جاری ہیں۔ پاکستان کی وفاقی حکومت نے ملک بھر میں مختلف منصوبوں کے حوالے سے اہم فیصلے کیے جن کے مطابق عوام کو ریلیف فراہم کرنے کیلئے اقدامات کیے جائیں گے اور صوبائی حکومتوں کے ساتھ مل کر ترقیاتی کاموں کو جلد مکمل کیا جائے گا، وزیراعظم نے کہا کہ معیشت کی بہتری کیلئے ٹھوس اقدامات جاری ہیں۔ پاکستان کی وفاقی حکومت نے ملک بھر میں مختلف منصوبوں کے حوا — [747, 1194, 924, 1398]
notice-body: پاکستان کی وفاقی حکومت نے ملک بھر میں مختلف منصوبوں کے حوالے سے اہم فیصلے کیے جن کے مطابق عوام کو ریلیف فراہم کرنے کیلئے اقدامات کیے جائیں گے اور صوبائی حکومتوں کے ساتھ مل کر ترقیاتی کاموں کو جلد مکمل کیا جائے گا، وزیراعظم نے کہا کہ معیشت کی بہتری کیلئے ٹھوس اقدامات جاری ہیں۔ پاکستان کی وفاقی حکومت نے ملک بھر میں مختلف منصوبوں کے حوالے سے اہم فیصلے کیے جن کے مطابق عوام کو ریلیف فراہم کرنے کیلئے اقدامات کیے جائیں گے اور صوبائی حکومتوں کے ساتھ مل کر ترقیاتی کاموں کو جلد مکمل کیا جائے گا، وزیراعظم نے کہا کہ معیشت کی بہتری کیلئے ٹھوس اقدامات جاری ہیں۔ پاکستان کی وفاقی حکومت نے ملک بھر میں مختلف منصوبوں کے حوالے سے اہم فیصلے کیے جن کے مطابق عوام کو ریلیف فراہم کرنے کیلئے اقدامات کیے جائیں گے اور صوبائی حکومتوں کے ساتھ مل کر ترقیاتی کاموں کو جلد مکمل کیا جائے گا، وزیراعظم نے کہا کہ معیشت کی بہتری کیلئے ٹھوس اقدامات جاری ہیں۔ پاکستان کی وفاقی حکومت نے ملک بھر میں مختلف منصوبوں ک — [562, 534, 739, 840]
notice-label: نمبر — [562, 37, 696, 62]
notice-label: نمبر — [1118, 838, 1252, 863]
column-3 — [928, 31, 1113, 2472]
notice-21 — [747, 697, 924, 880]
column-8 — [1, 31, 186, 2472]
notice-number: 3 — [1438, 473, 1480, 498]
notice-header — [191, 1608, 368, 1633]
notice-19 — [747, 351, 924, 610]
notice-number: 5 — [1438, 1243, 1480, 1268]
notice-header — [191, 1409, 368, 1434]
notice-header — [1303, 1243, 1480, 1268]
notice-number: 22 — [882, 884, 924, 909]
notice-header — [1303, 890, 1480, 915]
notice-header — [747, 1166, 924, 1191]
notice-22 — [747, 884, 924, 1027]
notice-header — [1118, 37, 1295, 62]
notice-header — [562, 1018, 739, 1043]
notice-number: 28 — [696, 1018, 739, 1043]
notice-number: 25 — [696, 37, 739, 62]
notice-number: 34 — [511, 787, 553, 812]
notice-body: پاکستان کی وفاقی حکومت نے ملک بھر میں مختلف منصوبوں کے حوالے سے اہم فیصلے کیے جن کے مطابق عوام کو ریلیف فراہم کرنے کیلئے اقدامات کیے جائ — [747, 642, 924, 692]
notice-body: پاکستان کی وفاقی حکومت نے ملک بھر میں مختلف منصوبوں کے حوالے سے اہم فیصلے کیے جن کے مطابق عوام کو ریلیف فراہم کرنے کیلئے اقدامات کیے جائیں گے اور صوبائی حکومتوں کے ساتھ مل کر ترقیاتی کاموں کو جلد مکمل کیا جائے گا، وزیراعظم نے کہا کہ معیشت کی بہتری کیلئے ٹھوس اقدامات جاری ہیں۔ پاکستان کی وفاقی حکومت نے ملک بھر میں مختلف منصوبوں کے حوالے سے — [5, 1105, 182, 1219]
notice-number: 40 — [325, 460, 368, 485]
notice-label: نمبر — [377, 614, 511, 639]
notice-46 — [5, 37, 182, 116]
notice-label: نمبر — [1118, 236, 1252, 261]
notice-header — [377, 787, 553, 812]
notice-body: پاکستان کی وفاقی حکومت نے ملک بھر میں مختلف منصوبوں کے حوالے سے اہم فیصلے کیے جن کے مطابق عوام کو ریلیف فراہم کرنے کیلئے اقدامات کیے جائیں گے اور صوبائی حکومتوں کے ساتھ مل کر ترقیاتی کاموں کو جلد مکمل کیا — [191, 66, 368, 141]
notice-body: پاکستان کی وفاقی حکومت نے ملک بھر میں مختلف منصوبوں کے حوالے سے اہم فیصلے کیے جن کے مطابق عوام کو ریلیف فراہم کرنے کیلئے اقدامات کیے جائیں گے اور صوبائی حکومتوں کے ساتھ مل کر ترقیاتی کاموں کو جلد مکمل کیا جائے گا، وزیراعظم نے کہا کہ معیشت کی بہتری کیلئے ٹھوس اقدامات جاری ہیں۔ پاکستان کی وفاقی حکومت نے ملک بھر میں مختلف منصوبوں کے حوالے سے اہم فیصلے کیے جن کے مطابق عوام کو ریلیف فراہم کرنے کیلئے اقدامات کی — [377, 642, 553, 782]
notice-body: پاکستان کی وفاقی حکومت نے ملک بھر میں مختلف منصوبوں کے حوالے سے اہم فیصلے کیے جن کے مطابق عوام کو ریلیف فراہم کرنے کیلئے اقدامات کیے جائیں گے اور صوبائی حکومتوں کے ساتھ مل کر ترقیاتی کاموں کو جلد مکمل کیا جائے گا، وزیراعظم نے کہا کہ معیشت کی بہتری کیلئے ٹھوس اقدامات جاری ہیں۔ پاکستان کی وفاقی حکومت نے ملک بھر میں مختلف منصوبوں کے حوالے سے اہم فیصلے کیے جن کے مطابق عوام کو ریلیف فراہم کرنے کیلئے اقدامات کیے جائیں گے اور صوبائی حکومتوں کے ساتھ مل کر ترقیاتی کاموں کو جلد مکم — [1118, 66, 1295, 231]
notice-label: نمبر — [933, 299, 1067, 324]
notice-label: نمبر — [377, 236, 511, 261]
notice-body: پاکستان کی وفاقی حکومت نے ملک بھر میں مختلف منصوبوں کے حوالے سے اہم فیصلے کیے جن کے مطابق عوام کو ریلیف فراہم کرنے کیلئے اقدامات کیے جائیں گے اور صوبائی حکومتوں کے ساتھ مل کر ترقیاتی کاموں کو جلد مکمل کیا جائے گا، وزیراعظم نے کہا کہ معیشت کی بہتری کیلئے ٹھوس اقدامات جاری ہیں۔ پاکستان کی وفاقی حکومت نے ملک بھر میں مختلف منصوبوں کے حوالے سے اہم فیصلے کیے جن کے مطابق عوام کو ریلیف فراہم کرنے کیلئے اقدامات کیے جائیں گے اور صوبائی حکومتوں کے ساتھ مل کر ترقیاتی کاموں کو جلد مکمل کیا جائے گا، وزیراعظم نے کہا کہ معیشت کی بہتری کیلئے ٹھوس اقدامات جاری ہیں۔ پاکستان کی وفاقی حکومت نے ملک بھر میں مختلف منصوبوں کے حوا — [1303, 66, 1480, 269]
notice-label: نمبر — [5, 37, 140, 62]
notice-header — [377, 614, 553, 639]
notice-body: پاکستان کی وفاقی حکومت نے ملک بھر میں مختلف منصوبوں کے حوالے سے اہم فیصلے کیے جن کے مطابق عوام کو ریلیف فراہم کرنے کیلئے اقدامات کیے جائیں گے اور صوبائی حکومتوں کے ساتھ مل کر ترقیاتی کاموں کو جلد مکمل کیا جائے گا، وزیراعظم نے کہا کہ معیشت کی بہتری کیلئے ٹھوس اقدامات جاری ہیں۔ پاکستان کی وفاقی حکومت نے ملک بھر میں مختلف منصوبوں کے حوالے سے اہم فیصلے کیے جن کے مطابق عوام کو ریلیف فراہم کرنے کیلئے اقدامات کیے جائیں گے اور صوبائی حکومتوں کے ساتھ مل کر ترقیاتی کاموں کو جلد مکمل کیا جائے گا، وزیراعظم نے کہا کہ معیشت کی بہتری کیلئے ٹھوس اقدامات — [1118, 642, 1295, 834]
notice-33 — [377, 614, 553, 783]
notice-number: 20 — [882, 614, 924, 639]
notice-header — [5, 383, 182, 408]
notice-label: نمبر — [562, 1480, 696, 1505]
notice-40 — [191, 460, 368, 834]
notice-number: 13 — [1067, 357, 1109, 382]
notice-body: پاکستان کی وفاقی حکومت نے ملک بھر میں مختلف منصوبوں کے حوالے سے اہم فیصلے کیے جن کے مطابق عوام کو ریلیف فراہم کرنے کیلئے اقدامات کیے جائیں گے اور صوبائی حکومتوں کے ساتھ مل کر ترقیاتی کاموں کو جلد مکمل کیا جائے گا، وزیراعظم نے کہا کہ معیشت کی بہتری کیلئے ٹھوس اقدامات جاری ہیں۔ پاکستان کی وفاقی حکومت نے ملک بھر میں مختلف منصوبوں کے حوالے سے اہم فیصلے کیے جن کے مطابق عوام کو ریلیف فراہم کرنے کیلئے اقدامات کیے جائیں گے اور صوبائی حکومتوں کے ساتھ مل کر ترقیاتی کاموں کو جلد مکمل کیا جائے گا، وزیراعظم نے کہا کہ معیشت کی بہتری کیلئے ٹھوس اقدامات جاری ہیں۔ پاکستان کی وفاقی حکومت نے ملک بھر میں مختلف منصوبوں کے حوالے سے اہم فیصلے کیے جن کے مطابق عوام کو ریلیف فراہم کرنے کیلئے اقدامات کیے جائیں گے اور صوبائی حکومتوں کے ساتھ مل کر ترقیاتی کاموں کو جلد مکمل کیا جائے گا، وزیراعظم نے کہا کہ معیشت کی بہتری کیلئے ٹھوس اقدامات جاری ہیں۔ پاکستان کی وفاقی حکومت نے ملک بھر میں مختلف منصوبوں کے حوالے سے اہم فیصلے کیے جن کے مطابق عوام کو ریلیف فراہم کرنے کیلئے اقدامات کیے جائیں گے اور صوبائی حکومتوں کے ساتھ مل کر ترقیاتی کاموں — [1118, 264, 1295, 609]
notice-body: پاکستان کی وفاقی حکومت نے ملک بھر میں مختلف منصوبوں کے حوالے سے اہم فیصلے کیے جن کے مطابق عوام کو ریلیف فراہم کرنے کیلئے اقدامات کیے جائیں گے اور صوبائی حکومتوں کے ساتھ مل کر ترقیاتی کاموں کو جلد مکمل کیا جائے گا، وزیراعظم نے کہا کہ معیشت کی بہتری کیلئے ٹھوس اقدامات جاری ہیں۔ پاکستان کی وفاقی حکومت نے ملک بھر میں مختلف منصوبوں کے حوالے سے اہم فیصلے کیے جن کے مطابق عوام کو ریلیف فراہم کرنے کیلئے اقدامات کیے جائیں گے اور صوبائی حکومتوں کے ساتھ مل کر ترقیاتی کاموں کو جلد مکمل کیا جائے گا، وزیراعظم نے کہا کہ معیشت کی بہتری کیلئے ٹھوس اقدامات — [191, 1213, 368, 1405]
notice-header — [933, 357, 1109, 382]
notice-header — [933, 518, 1109, 543]
notice-header — [1303, 274, 1480, 299]
notice-header — [747, 697, 924, 722]
notice-36 — [377, 1197, 553, 1456]
notice-body: پاکستان کی وفاقی حکومت نے ملک بھر میں مختلف منصوبوں کے حوالے سے اہم فیصلے کیے جن کے مطابق عوام کو ریلیف فراہم کرنے کیلئے اقدامات کیے جائیں گے اور صوبائی حکومتوں کے ساتھ مل کر ترقیاتی کاموں کو جلد مکمل کیا جائے گا، وزیراعظم نے کہا کہ معیشت کی بہتری کیلئے ٹھوس اقدامات جاری ہیں۔ پاکستان کی وفاقی حکومت نے ملک بھر میں مختلف منصوبوں کے حوالے سے اہم فیصلے کیے جن کے مطابق عوام کو ریلیف فراہم کرنے کیلئے اقدامات کیے جائیں گے اور صوبائی حکومتوں کے ساتھ مل کر ترقیاتی کاموں کو جلد مکمل کیا جائے گا، وزیراعظم نے کہا کہ معیشت کی بہتری کیلئے ٹھوس اقدامات جاری ہیں۔ پاکستان کی وفاقی حکومت نے ملک بھر میں مختلف منصوبوں کے حوالے سے اہم فیصلے کیے جن کے مطابق عوام کو ریلیف فراہم کرنے کیلئے اقدامات کیے جائیں گے اور صوبائی حکومتوں کے ساتھ مل کر ترقیاتی کاموں کو جل — [1118, 867, 1295, 1122]
notice-number: 7 — [1252, 37, 1295, 62]
notice-header — [191, 37, 368, 62]
classified-columns — [0, 31, 1484, 2472]
notice-body: پاکستان کی وفاقی حکومت نے ملک بھر میں مختلف منصوبوں کے حوالے سے اہم فیصلے کیے جن کے مطابق عوام کو ریلیف فراہم کرنے کیلئے اقدامات کیے جائیں گے اور صوبائی حکومتوں کے ساتھ مل کر ترقیاتی کاموں کو جلد مکمل کیا جائے گا، وزیراعظم نے کہا کہ معیشت کی بہتری کیلئے ٹھوس اقدامات جاری ہیں۔ پاکستان کی وفاقی حکومت نے ملک بھر میں مختلف منصوبوں کے حوالے سے اہم فیصلے کیے جن کے مطابق عوام کو ریلیف فراہم کرنے کیلئے اقدامات کیے جائیں گے اور صوبائی حکومتوں کے ساتھ مل کر ترقیاتی کاموں کو جلد مکمل کیا جائے گا، وزیراعظم نے کہا کہ معیشت کی بہتری کیلئے ٹھوس اقدامات جاری ہیں۔ پاکستان کی وفاقی حکومت نے ملک بھر میں مختلف منصوبوں کے حوالے سے اہم فیصلے کیے جن کے مطابق عوام کو ریلیف فراہم کرنے کیلئے اقدام — [377, 1226, 553, 1456]
notice-number: 48 — [140, 383, 182, 408]
notice-body: پاکستان کی وفاقی حکومت نے ملک بھر میں مختلف منصوبوں کے حوالے سے اہم فیصلے کیے جن کے مطابق عوام کو ریلیف فراہم کرنے کیلئے اقدامات کیے جائیں گے اور صوبائی حکومتوں کے ساتھ مل کر ترقیاتی کاموں کو جلد مکمل کیا جائے گا، وزیراعظم نے کہا کہ معیشت کی بہتری کیلئے ٹھوس اقدامات جاری ہیں۔ پاکستان کی وفاقی حکومت نے ملک بھر میں مختلف منصوبوں کے حوالے سے اہم فیصلے کیے جن کے مطابق عوام کو ریلیف فراہم کرنے کیلئے اقدامات کیے جائیں گے اور صوبائی حکومتوں کے ساتھ مل کر ترقیاتی کاموں کو جلد مکمل کیا جائے گا، وزیراعظم نے کہا کہ معیشت کی بہتری کیلئے ٹھوس اقدامات جاری ہیں۔ پاکستان کی وفاقی حکومت نے ملک بھر میں مختلف منصوبوں کے حوالے سے اہم فیصلے کیے جن کے مطابق عوام کو ریلیف فراہم کرنے کیلئے اقدام — [747, 379, 924, 609]
notice-label: نمبر — [377, 998, 511, 1024]
notice-number: 46 — [140, 37, 182, 62]
notice-body: پاکستان کی وفاقی حکومت نے ملک بھر میں مختلف منصوبوں کے حوالے سے اہم فیصلے کیے جن کے مطابق عوام کو ریلیف فراہم کرنے کیلئے اقدامات کیے جائیں گے اور صوبائی حکومتوں کے ساتھ مل کر ترقیاتی کاموں کو جلد مکمل کیا جائے گا، وزیراعظم نے کہا کہ معیشت کی بہتری کیلئے ٹھوس اقدامات جاری ہیں۔ پاکستان کی وفاقی حکومت نے ملک بھر میں مختلف منصوبوں کے حوالے سے اہم فیصلے کیے جن کے مطابق عوام کو ریلیف فراہم کرنے کیلئے اقدامات کیے جائیں گے اور صوبائی حکومتوں کے ساتھ مل کر ترقیاتی کاموں کو جلد مکمل کیا جائے گا، وزیراعظم نے کہا کہ معیشت کی بہتری کیلئے ٹھوس اقدامات — [1303, 1271, 1480, 1463]
notice-header — [747, 1030, 924, 1055]
notice-header — [377, 1461, 553, 1486]
notice-body: پاکستان کی وفاقی حکومت نے ملک بھر میں مختلف منصوبوں کے حوالے سے اہم فیصلے کیے جن کے مطابق عوام کو ریلی — [562, 1508, 739, 1546]
notice-body: پاکستان کی وفاقی حکومت نے ملک بھر میں مختلف منصوبوں کے حوالے سے اہم فیصلے کیے جن کے مطابق عوام کو ریلیف فراہم کرنے کیلئے اقدامات کیے جائیں گے اور صوبائی حکومتوں کے ساتھ مل کر ترقیاتی کاموں کو جلد مکمل کیا جائے گا، وزیراعظم نے کہا کہ معیشت کی بہتری کیلئے ٹھوس اقدامات جاری ہیں۔ پاکستان کی وفاقی حکومت نے ملک بھر میں مختلف منصوبوں کے حوالے سے اہم فیصلے کیے جن کے مطابق عوام کو ریلیف فراہم کرنے کیلئے اقدامات کیے جائیں گے اور صوبائی حکومتوں کے ساتھ مل کر ترقیاتی کاموں کو جلد مکم — [191, 1438, 368, 1603]
notice-number: 9 — [1252, 614, 1295, 639]
notice-number: 1 — [1438, 37, 1480, 62]
notice-label: نمبر — [1303, 1243, 1438, 1268]
notice-header — [933, 299, 1109, 324]
